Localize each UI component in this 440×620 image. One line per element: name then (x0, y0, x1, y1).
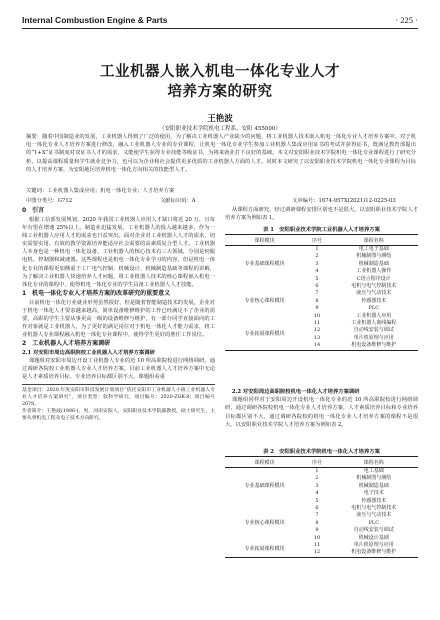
module-cell: 专业核心课程模块 (244, 297, 285, 304)
course-cell: 机械制图与测绘 (356, 475, 392, 482)
index-cell: 3 (315, 482, 319, 489)
course-cell: 单片机原理与应用 (353, 542, 394, 549)
course-cell: C语言程序设计 (356, 275, 391, 282)
index-cell: 2 (315, 253, 319, 260)
table-header-cell: 课程模块 (225, 457, 304, 468)
section-heading: 2 工业机器人人才培养方案调研 (22, 340, 111, 348)
document-code: 文献标识码：A (160, 198, 196, 204)
index-cell: 6 (315, 505, 319, 512)
table-1 (225, 234, 418, 351)
module-cell: 专业核心课程模块 (244, 519, 285, 526)
course-cell: 机械制造基础 (358, 482, 389, 489)
subsection-heading: 2.2 对安阳周边高职院校机电一体化人才培养方案调研 (231, 389, 360, 395)
right-column-body (225, 388, 418, 429)
footnote (22, 384, 215, 423)
index-cell: 9 (315, 527, 319, 534)
module-cell: 专业基础课程模块 (244, 260, 285, 267)
course-cell: 传感器技术 (361, 497, 387, 504)
module-cell: 专业拓展课程模块 (225, 320, 304, 350)
index-cell: 6 (315, 283, 319, 290)
module-cell: 专业拓展课程模块 (225, 542, 304, 557)
subsection-heading: 2.1 对安阳市周边高职院校工业机器人人才培养方案调研 (22, 349, 155, 356)
course-cell: 工业机器人应用 (356, 312, 392, 319)
course-cell: PLC (368, 305, 380, 312)
abstract: 摘要：随着中国制造业的发展，工业机器人得到了广泛的使用，为了解决工业机器人产业缺少的问题，将工业机器人技术嵌入机电一体化专业人才培养方案中。对于机电一体化专业人才培养方案进行修改，融入工业机器人专业的专业课程，让机电一体化专业学生参加工业机器人集成应用证书的考试并获得证书，既满足教育部提出的“1+X”证书制度对双证书人才的需求，又能使学生获得专业技能等级证书，为将来就业打下良好的基础。本文对安阳职业技术学院机电一体化专业课程进行了研究分析，以提高课程质量和学生就业竞争力，也可以为企业和社会提供更多优质的工业机器人方面的人才。同时本文研究了以安阳职业技术学院机电一体化专业课程为目标的人才培养方案，为安阳地区培养机电一体化方向相关的技能型人才。 (26, 134, 416, 173)
section-heading: 0 引言 (22, 207, 45, 214)
course-cell: 机械设计基础 (358, 534, 389, 541)
keywords: 关键词：工业机器人集成应用；机电一体化专业；人才培养方案 (26, 188, 175, 194)
index-cell: 10 (313, 534, 321, 541)
index-cell: 12 (313, 327, 321, 334)
journal-header: Internal Combustion Engine & Parts (22, 15, 168, 25)
table-header-cell: 课程名称 (330, 235, 418, 246)
index-cell: 1 (315, 246, 319, 252)
index-cell: 9 (315, 305, 319, 312)
funding-note: 基金项目：2020 年度安阳市科技发展计划项目“依托安阳市工业机器人小镇工业机器人专业人才培养方案研究”，项目类型：软科学研究，项目编号：2020-ZGK-8；项目编号 2078。 (22, 387, 215, 408)
paper-title-line-1: 工业机器人嵌入机电一体化专业人才 (100, 63, 340, 80)
course-cell: 电机与电气控制技术 (351, 505, 397, 512)
course-cell: 电工基础 (363, 468, 384, 474)
course-cell: 单片机原理与应用 (353, 334, 394, 341)
index-cell: 10 (313, 312, 321, 319)
paper-title-line-2: 培养方案的研究 (167, 83, 273, 100)
module-cell: 专业基础课程模块 (244, 482, 285, 489)
page-number: · 225 · (395, 15, 418, 25)
index-cell: 13 (313, 334, 321, 341)
table-header-cell: 课程名称 (330, 457, 418, 468)
right-column-intro (225, 206, 418, 222)
table-header-row (225, 457, 418, 468)
table-2 (225, 456, 418, 558)
course-cell: 电子技术 (363, 490, 384, 497)
index-cell: 7 (315, 290, 319, 297)
paragraph: 根据工信部发展规划，2020 年我国工业机器人应用人才缺口将近 20 万，且每年有望在增速 25%以上。制造业迅猛发展，工业机器人的投入越来越多，作为一线工业机器人应用人才的需求也日益突出。面对企业对工业机器人人才的需求，切实需要实用、有效的教学资源培养能适应社会需要的高素质复合型人才。工业机器人本身也是一种机电一体化设备，工业机器人的核心技术有三大领域，分别是伺服电机、控制器和减速器。这些课程也是机电一体化专业学习的内容，但是机电一体化专业的课程更加侧重于工厂电气控制、机械设计、机械制造基础等课程的讲解，为了解决工业机器人快速培养人才问题，将工业机器人技术的核心课程嵌入机电一体化专业的课程中，使得机电一体化专业的学生具备工业机器人人才技能。 (22, 216, 215, 288)
course-cell: 机械制造基础 (358, 260, 389, 267)
author-bio: 作者简介：王艳波(1986-)，男，河南安阳人，安阳职业技术学院副教授，硕士研究生，主要从事机电工程及电子技术方向研究。 (22, 409, 215, 422)
table-header-cell: 序号 (304, 457, 329, 468)
index-cell: 7 (315, 512, 319, 519)
course-cell: 机械制图与测绘 (356, 253, 392, 260)
index-cell: 1 (315, 468, 319, 474)
paragraph: 从课程方面研究，经过调研课程安排区别也不是很大，以安阳职业技术学院人才培养方案为例如表 1。 (225, 207, 418, 222)
article-number: 文章编号：1674-957X(2021)12-0225-03 (292, 198, 396, 204)
paragraph: 课题组同样对于安阳周边开设机电一体化专业的近 10 所高职院校进行网络调研，通过调研各院校机电一体化专业人才培养方案，人才素质培养目标和专业培养目标都区别不大，通过调研各院校的机电一体化专业人才培养方案的课程不是很大，以安阳职业技术学院人才培养方案为例如表 2。 (225, 397, 418, 428)
index-cell: 8 (315, 297, 319, 304)
course-cell: 自动线安装与调试 (353, 527, 394, 534)
index-cell: 2 (315, 475, 319, 482)
course-cell: PLC (368, 519, 380, 526)
index-cell: 5 (315, 275, 319, 282)
course-cell: 传感器技术 (361, 297, 387, 304)
course-cell: 电工电子基础 (358, 246, 389, 252)
affiliation: （安阳职业技术学院机电工程系，安阳 455000） (159, 126, 281, 132)
table-1-caption: 表 1 安阳职业技术学院工业机器人人才培养方案 (263, 227, 380, 233)
index-cell: 4 (315, 490, 319, 497)
table-header-row (225, 235, 418, 246)
course-cell: 自动线安装与调试 (353, 327, 394, 334)
table-header-cell: 序号 (304, 235, 329, 246)
index-cell: 11 (313, 320, 321, 327)
table-2-caption: 表 2 安阳职业技术学院机电一体化人才培养方案 (263, 449, 380, 455)
index-cell: 4 (315, 268, 319, 275)
index-cell: 11 (313, 542, 321, 549)
course-cell: 机电设备维修与维护 (330, 342, 418, 350)
author: 王艳波 (207, 114, 233, 124)
section-heading: 1 机电一体化专业人才培养方案的改革研究的重要意义 (22, 290, 171, 297)
course-cell: 工业机器人操作 (356, 268, 392, 275)
clc-number: 中图分类号：G712 (26, 198, 73, 204)
index-cell: 14 (304, 342, 329, 350)
course-cell: 电机与电气控制技术 (351, 283, 397, 290)
index-cell: 12 (304, 549, 329, 557)
course-cell: 液压与气动技术 (356, 290, 392, 297)
index-cell: 3 (315, 260, 319, 267)
index-cell: 5 (315, 497, 319, 504)
index-cell: 8 (315, 519, 319, 526)
table-header-cell: 课程模块 (225, 235, 304, 246)
header-rule (22, 28, 418, 29)
paragraph: 目前机电一体化行业就业形势虽然很好，但是随着智能制造技术的发展，企业对于机电一体化人才要求越来越高，简单设备维修维护的工作已经满足不了企业的需要，高职的学生主要从事更高一级的设备维修与维护，有一部分同学直接面向的工作对象就是工业机器人，为了更好的满足岗位对于机电一体化人才能力需求，将工业机器人专业课程融入机电一体化专业课程中，使得学生更好的胜任工作岗位。 (22, 299, 215, 339)
course-cell: 工业机器人离线编程 (351, 320, 397, 327)
left-column (22, 206, 215, 423)
course-cell: 机电设备维修与维护 (330, 549, 418, 557)
paragraph: 课题组对安阳市周边开设工业机器人专业的近 10 所高职院校进行网络调研，通过调研各院校工业机器人专业人才培养方案，目前工业机器人人才培养方案中无论是人才素质培养目标、专业培养目标都区别不大，课题组看重 (22, 358, 215, 381)
course-cell: 液压与气动技术 (356, 512, 392, 519)
